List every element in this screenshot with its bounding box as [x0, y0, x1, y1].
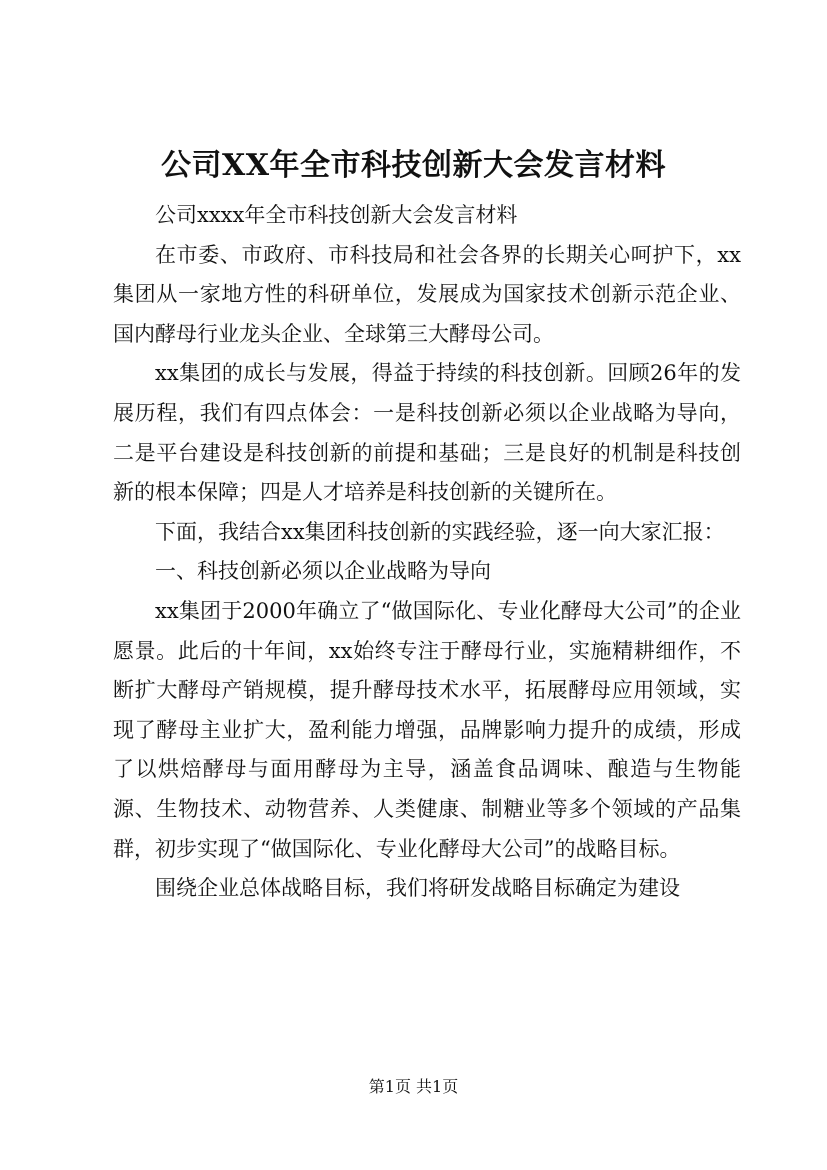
- paragraph-report-lead: 下面，我结合xx集团科技创新的实践经验，逐一向大家汇报：: [155, 519, 725, 544]
- page-footer: 第1页 共1页: [368, 1077, 459, 1096]
- paragraph-intro: 在市委、市政府、市科技局和社会各界的长期关心呵护下，xx集团从一家地方性的科研单位，发展成为国家技术创新示范企业、国内酵母行业龙头企业、全球第三大酵母公司。: [113, 242, 741, 346]
- document-body: [113, 196, 741, 909]
- paragraph-rd-strategy: 围绕企业总体战略目标，我们将研发战略目标确定为建设: [155, 876, 680, 901]
- section-heading-1: 一、科技创新必须以企业战略为导向: [155, 559, 491, 584]
- paragraph-vision: xx集团于2000年确立了“做国际化、专业化酵母大公司”的企业愿景。此后的十年间，xx始终专注于酵母行业，实施精耕细作，不断扩大酵母产销规模，提升酵母技术水平，拓展酵母应用领域，实现了酵母主业扩大，盈利能力增强，品牌影响力提升的成绩，形成了以烘焙酵母与面用酵母为主导，涵盖食品调味、酿造与生物能源、生物技术、动物营养、人类健康、制糖业等多个领域的产品集群，初步实现了“做国际化、专业化酵母大公司”的战略目标。: [113, 598, 741, 861]
- document-title: 公司XX年全市科技创新大会发言材料: [160, 148, 667, 183]
- paragraph-experience: xx集团的成长与发展，得益于持续的科技创新。回顾26年的发展历程，我们有四点体会：一是科技创新必须以企业战略为导向，二是平台建设是科技创新的前提和基础；三是良好的机制是科技创新的根本保障；四是人才培养是科技创新的关键所在。: [113, 361, 741, 505]
- paragraph-subtitle: 公司xxxx年全市科技创新大会发言材料: [155, 203, 518, 227]
